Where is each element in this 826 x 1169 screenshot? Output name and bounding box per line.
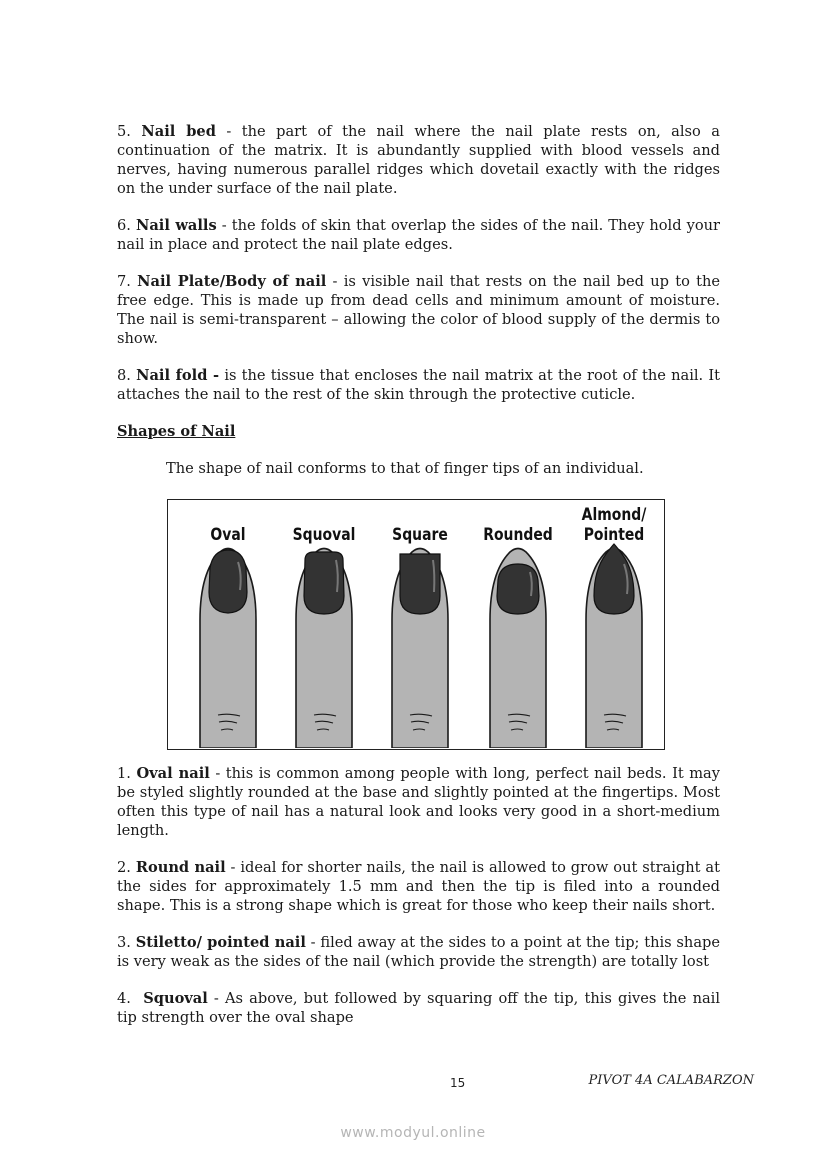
paragraph-nail-fold	[117, 366, 720, 404]
item-number: 6.	[117, 217, 131, 234]
finger-squoval	[296, 549, 352, 749]
term-squoval-nail: Squoval	[143, 990, 208, 1007]
label-rounded: Rounded	[483, 525, 553, 545]
definition-round-nail: - ideal for shorter nails, the nail is allowed to grow out straight at the sides for approximately 1.5 mm and then the tip is filed into a rounded shape. This is a strong shape which is great for those who keep their nails short.	[117, 859, 720, 914]
item-number: 3.	[117, 934, 131, 951]
nail-shapes-figure	[167, 499, 665, 750]
item-number: 8.	[117, 367, 131, 384]
paragraph-nail-bed	[117, 122, 720, 198]
footer-organization: PIVOT 4A CALABARZON	[588, 1073, 754, 1088]
definition-squoval-nail: - As above, but followed by squaring off the tip, this gives the nail tip strength over the oval shape	[117, 990, 720, 1026]
page-number: 15	[450, 1076, 466, 1090]
definition-oval-nail: - this is common among people with long, perfect nail beds. It may be styled slightly rounded at the base and slightly pointed at the fingertips. Most often this type of nail has a natural look and looks very good in a short-medium length.	[117, 765, 721, 839]
paragraph-nail-plate	[117, 272, 720, 348]
definition-nail-fold: is the tissue that encloses the nail matrix at the root of the nail. It attaches the nail to the rest of the skin through the protective cuticle.	[117, 367, 721, 403]
term-nail-walls: Nail walls	[136, 217, 217, 234]
section-heading: Shapes of Nail	[117, 423, 236, 440]
paragraph-round-nail	[117, 858, 720, 915]
paragraph-oval-nail	[117, 764, 720, 840]
site-watermark: www.modyul.online	[340, 1125, 486, 1141]
item-number: 7.	[117, 273, 131, 290]
term-stiletto-nail: Stiletto/ pointed nail	[135, 934, 306, 951]
finger-square	[392, 549, 448, 749]
definition-nail-bed: - the part of the nail where the nail plate rests on, also a continuation of the matrix. It is abundantly supplied with blood vessels and nerves, having numerous parallel ridges which dovetail exactly with the ridges on the under surface of the nail plate.	[117, 123, 720, 197]
item-number: 2.	[117, 859, 131, 876]
section-intro: The shape of nail conforms to that of finger tips of an individual.	[166, 460, 644, 477]
document-body	[117, 122, 720, 1045]
definition-nail-plate: - is visible nail that rests on the nail bed up to the free edge. This is made up from dead cells and minimum amount of moisture. The nail is semi-transparent – allowing the color of blood supply of the dermis to show.	[117, 273, 720, 347]
term-nail-fold: Nail fold -	[136, 367, 220, 384]
finger-rounded	[490, 549, 546, 749]
label-squoval: Squoval	[292, 525, 356, 545]
paragraph-nail-walls	[117, 216, 720, 254]
paragraph-squoval-nail	[117, 989, 720, 1027]
term-oval-nail: Oval nail	[136, 765, 210, 782]
finger-almond	[586, 544, 642, 748]
item-number: 5.	[117, 123, 131, 140]
term-nail-plate: Nail Plate/Body of nail	[137, 273, 327, 290]
item-number: 1.	[117, 765, 131, 782]
label-square: Square	[392, 525, 448, 545]
definition-stiletto-nail: - filed away at the sides to a point at the tip; this shape is very weak as the sides of the nail (which provide the strength) are totally lost	[117, 934, 721, 970]
paragraph-stiletto-nail	[117, 933, 720, 971]
finger-oval	[200, 549, 256, 749]
definition-nail-walls: - the folds of skin that overlap the sides of the nail. They hold your nail in place and protect the nail plate edges.	[117, 217, 721, 253]
label-almond-pointed: Almond/ Pointed	[581, 505, 647, 545]
term-nail-bed: Nail bed	[141, 123, 216, 140]
term-round-nail: Round nail	[135, 859, 226, 876]
label-oval: Oval	[210, 525, 246, 545]
item-number: 4.	[117, 990, 131, 1007]
